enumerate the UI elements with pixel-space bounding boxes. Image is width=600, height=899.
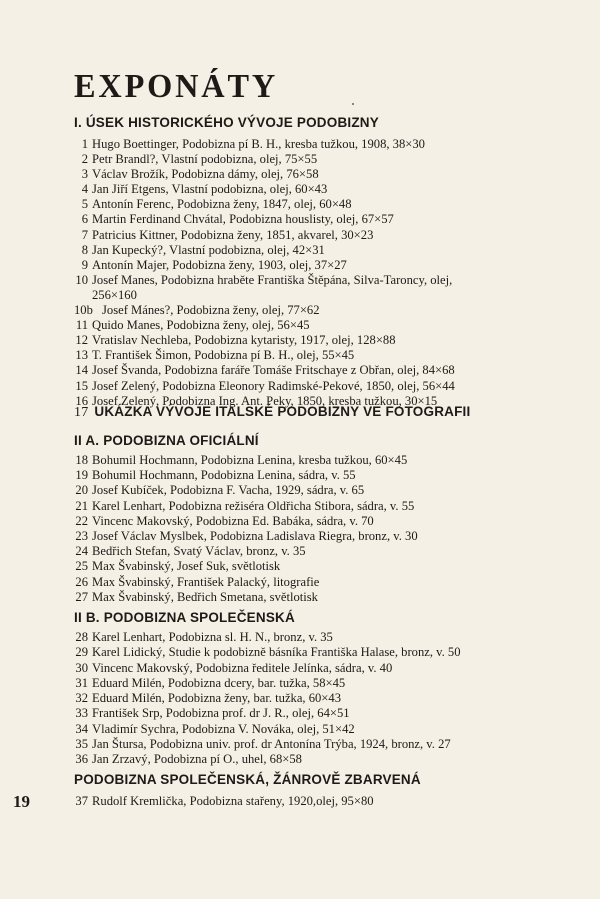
item-text: Josef Zelený, Podobizna Eleonory Radimské-Pekové, 1850, olej, 56×44 <box>92 378 455 393</box>
item-number: 6 <box>81 212 88 227</box>
item-number: 5 <box>81 197 88 212</box>
item-text: Antonín Majer, Podobizna ženy, 1903, olej, 37×27 <box>92 257 347 272</box>
list-item <box>74 303 564 318</box>
item-number: 20 <box>75 483 88 498</box>
list-item <box>74 661 564 676</box>
item-text: Jan Kupecký?, Vlastní podobizna, olej, 42×31 <box>92 242 325 257</box>
page-number: 19 <box>13 792 30 811</box>
item-text: Hugo Boettinger, Podobizna pí B. H., kresba tužkou, 1908, 38×30 <box>92 137 425 151</box>
list-item <box>74 706 564 721</box>
item-text: T. František Šimon, Podobizna pí B. H., olej, 55×45 <box>92 348 355 363</box>
list-item <box>74 243 564 258</box>
list-item <box>74 722 564 737</box>
item-text: Vincenc Makovský, Podobizna Ed. Babáka, sádra, v. 70 <box>92 513 374 528</box>
list-item <box>74 258 564 273</box>
item-number: 28 <box>75 630 88 644</box>
item-text: Quido Manes, Podobizna ženy, olej, 56×45 <box>92 318 310 333</box>
item-text: Josef Švanda, Podobizna faráře Tomáše Fritschaye z Obřan, olej, 84×68 <box>92 363 455 378</box>
item-number: 34 <box>75 721 88 736</box>
item-text: Karel Lenhart, Podobizna sl. H. N., bronz, v. 35 <box>92 630 333 644</box>
page-title: EXPONÁTY <box>74 68 279 105</box>
list-item <box>74 575 564 590</box>
section-heading-genre: PODOBIZNA SPOLEČENSKÁ, ŽÁNROVĚ ZBARVENÁ <box>74 772 421 787</box>
section-number: 17 <box>74 405 89 420</box>
item-text: Max Švabinský, František Palacký, litografie <box>92 574 320 589</box>
list-item <box>74 348 564 363</box>
item-number: 24 <box>75 544 88 559</box>
list-item <box>74 228 564 243</box>
list-item <box>74 363 564 378</box>
item-number: 26 <box>75 574 88 589</box>
item-text: Václav Brožík, Podobizna dámy, olej, 76×58 <box>92 167 319 182</box>
item-number: 23 <box>75 528 88 543</box>
list-item <box>74 499 564 514</box>
list-item <box>74 544 564 559</box>
item-text: Karel Lenhart, Podobizna režiséra Oldřicha Stibora, sádra, v. 55 <box>92 498 415 513</box>
list-item <box>74 514 564 529</box>
item-text: 256×160 <box>92 287 137 302</box>
item-number: 11 <box>75 318 88 333</box>
list-item <box>74 152 564 167</box>
item-text: Max Švabinský, Bedřich Smetana, světlotisk <box>92 589 318 604</box>
item-text: Josef Zelený, Podobizna Ing. Ant. Peky, 1850, kresba tužkou, 30×15 <box>92 393 438 408</box>
list-item <box>74 197 564 212</box>
item-text: Josef Kubíček, Podobizna F. Vacha, 1929, sádra, v. 65 <box>92 483 365 498</box>
list-item <box>74 737 564 752</box>
item-number: 12 <box>75 333 88 348</box>
item-number: 27 <box>75 589 88 604</box>
item-text: Vratislav Nechleba, Podobizna kytaristy, 1917, olej, 128×88 <box>92 333 396 348</box>
item-text: Josef Mánes?, Podobizna ženy, olej, 77×62 <box>102 303 320 318</box>
exhibit-list-social <box>74 630 564 768</box>
section-heading-official: II A. PODOBIZNA OFICIÁLNÍ <box>74 433 259 448</box>
item-text: Eduard Milén, Podobizna dcery, bar. tužka, 58×45 <box>92 675 346 690</box>
item-text: František Srp, Podobizna prof. dr J. R., olej, 64×51 <box>92 706 350 721</box>
item-text: Bohumil Hochmann, Podobizna Lenina, kresba tužkou, 60×45 <box>92 453 408 467</box>
item-number: 10b <box>74 303 93 318</box>
item-text: Martin Ferdinand Chvátal, Podobizna houslisty, olej, 67×57 <box>92 212 394 227</box>
item-text: Josef Manes, Podobizna hraběte Františka Štěpána, Silva-Taroncy, olej, <box>92 272 453 287</box>
item-text: Jan Zrzavý, Podobizna pí O., uhel, 68×58 <box>92 752 302 767</box>
list-item <box>74 379 564 394</box>
item-text: Max Švabinský, Josef Suk, světlotisk <box>92 559 281 574</box>
section-heading-text: UKÁZKA VÝVOJE ITALSKÉ PODOBIZNY VE FOTOGRAFII <box>94 404 471 419</box>
list-item <box>74 182 564 197</box>
list-item <box>74 137 564 152</box>
list-item <box>74 645 564 660</box>
item-number: 25 <box>75 559 88 574</box>
item-number: 30 <box>75 660 88 675</box>
item-text: Bohumil Hochmann, Podobizna Lenina, sádra, v. 55 <box>92 468 356 483</box>
item-text: Vladimír Sychra, Podobizna V. Nováka, olej, 51×42 <box>92 721 355 736</box>
item-text: Jan Jiří Etgens, Vlastní podobizna, olej, 60×43 <box>92 182 328 197</box>
item-number: 29 <box>75 645 88 660</box>
item-number: 16 <box>75 393 88 408</box>
item-text: Eduard Milén, Podobizna ženy, bar. tužka, 60×43 <box>92 691 342 706</box>
list-item <box>74 794 564 809</box>
item-text: Rudolf Kremlička, Podobizna stařeny, 1920,olej, 95×80 <box>92 794 374 808</box>
list-item <box>74 167 564 182</box>
list-item <box>74 273 564 288</box>
list-item <box>74 691 564 706</box>
item-number: 1 <box>81 137 88 151</box>
exhibit-list-genre <box>74 794 564 809</box>
list-item <box>74 212 564 227</box>
list-item <box>74 333 564 348</box>
section-heading-italian-photo <box>74 404 470 421</box>
item-text: Bedřich Stefan, Svatý Václav, bronz, v. 35 <box>92 544 306 559</box>
item-number: 35 <box>75 737 88 752</box>
item-text: Petr Brandl?, Vlastní podobizna, olej, 75×55 <box>92 152 318 167</box>
list-item <box>74 468 564 483</box>
item-text: Karel Lidický, Studie k podobizně básníka Františka Halase, bronz, v. 50 <box>92 645 461 660</box>
item-number: 3 <box>81 167 88 182</box>
item-number: 4 <box>81 182 88 197</box>
item-text: Josef Václav Myslbek, Podobizna Ladislava Riegra, bronz, v. 30 <box>92 528 418 543</box>
item-number: 9 <box>81 257 88 272</box>
list-item <box>74 559 564 574</box>
item-number: 7 <box>81 227 88 242</box>
item-number: 19 <box>75 468 88 483</box>
item-number: 18 <box>75 453 88 467</box>
section-heading-social: II B. PODOBIZNA SPOLEČENSKÁ <box>74 610 295 625</box>
item-text: Jan Štursa, Podobizna univ. prof. dr Antonína Trýba, 1924, bronz, v. 27 <box>92 737 451 752</box>
item-number: 22 <box>75 513 88 528</box>
section-heading-historical: I. ÚSEK HISTORICKÉHO VÝVOJE PODOBIZNY <box>74 115 379 130</box>
list-item <box>74 453 564 468</box>
item-text: Vincenc Makovský, Podobizna ředitele Jelínka, sádra, v. 40 <box>92 660 393 675</box>
item-number: 10 <box>75 272 88 287</box>
item-text: Patricius Kittner, Podobizna ženy, 1851, akvarel, 30×23 <box>92 227 374 242</box>
item-number: 37 <box>75 794 88 808</box>
list-item <box>74 676 564 691</box>
list-item <box>74 752 564 767</box>
item-number: 15 <box>75 378 88 393</box>
item-number: 13 <box>75 348 88 363</box>
list-item <box>74 630 564 645</box>
list-item <box>74 483 564 498</box>
exhibit-list-historical <box>74 137 564 409</box>
item-number: 31 <box>75 675 88 690</box>
item-number: 21 <box>75 498 88 513</box>
list-item <box>74 590 564 605</box>
paper-speck <box>352 103 354 105</box>
item-number: 8 <box>81 242 88 257</box>
item-text: Antonín Ferenc, Podobizna ženy, 1847, olej, 60×48 <box>92 197 352 212</box>
list-item <box>74 318 564 333</box>
list-item <box>74 529 564 544</box>
item-number: 32 <box>75 691 88 706</box>
list-item <box>74 288 564 303</box>
item-number: 14 <box>75 363 88 378</box>
exhibit-list-official <box>74 453 564 605</box>
item-number: 36 <box>75 752 88 767</box>
item-number: 33 <box>75 706 88 721</box>
item-number: 2 <box>81 152 88 167</box>
